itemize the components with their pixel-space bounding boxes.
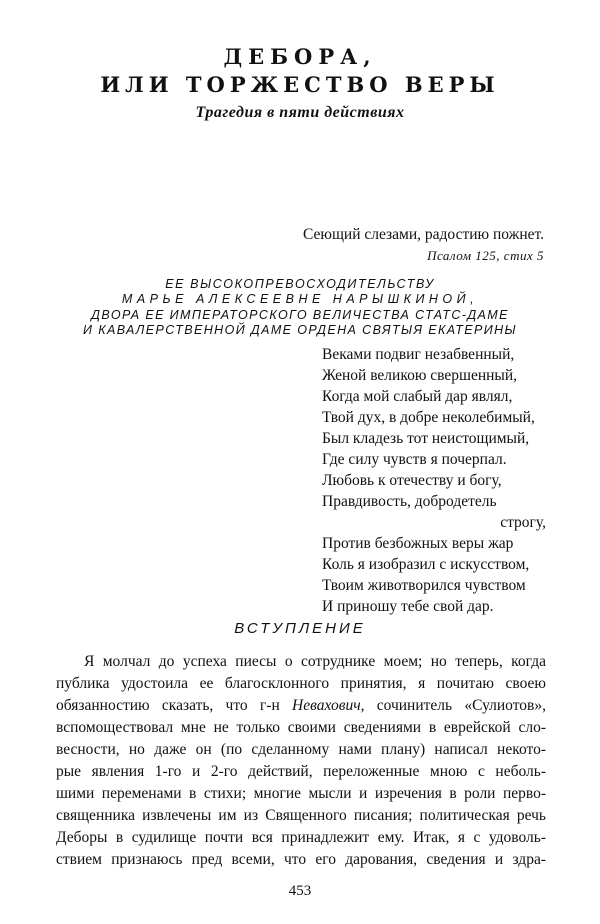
poem-line: Твоим животворился чувством bbox=[322, 577, 526, 594]
poem-line: Женой великою свершенный, bbox=[322, 367, 518, 384]
poem-line-continuation: строгу, bbox=[500, 514, 546, 531]
prose-line: рые явления 1-го и 2-го действий, переложенные мною с неболь- bbox=[56, 763, 546, 780]
poem-line: Правдивость, добродетель bbox=[322, 493, 497, 510]
prose-line: Я молчал до успеха пиесы о сотруднике моем; но теперь, когда bbox=[84, 653, 546, 670]
introduction-paragraph bbox=[56, 651, 546, 871]
poem-line: Любовь к отечеству и богу, bbox=[322, 472, 502, 489]
dedication-line-4: И КАВАЛЕРСТВЕННОЙ ДАМЕ ОРДЕНА СВЯТЫЯ ЕКАТЕРИНЫ bbox=[82, 323, 518, 337]
poem-line: Против безбожных веры жар bbox=[322, 535, 514, 552]
poem-line: Веками подвиг незабвенный, bbox=[322, 346, 515, 363]
prose-line-part: сочинитель «Сулиотов», bbox=[364, 697, 546, 714]
poem-line: Был кладезь тот неистощимый, bbox=[322, 430, 530, 447]
title-line-2: ИЛИ ТОРЖЕСТВО ВЕРЫ bbox=[100, 72, 500, 97]
dedication-line-2: МАРЬЕ АЛЕКСЕЕВНЕ НАРЫШКИНОЙ, bbox=[121, 292, 479, 306]
poem-line: Коль я изобразил с искусством, bbox=[322, 556, 530, 573]
subtitle: Трагедия в пяти действиях bbox=[195, 104, 405, 121]
author-name: Невахович, bbox=[292, 697, 365, 714]
prose-line: ствием признаюсь пред всеми, что его дарования, сведения и здра- bbox=[56, 851, 546, 868]
prose-line bbox=[56, 695, 546, 717]
page-number: 453 bbox=[288, 883, 312, 899]
prose-line: священника извлечены им из Священного писания; политическая речь bbox=[56, 807, 546, 824]
dedication-poem bbox=[322, 344, 546, 617]
poem-line: Где силу чувств я почерпал. bbox=[322, 451, 507, 468]
epigraph-source: Псалом 125, стих 5 bbox=[427, 248, 544, 263]
prose-line: публика удостоила ее благосклонного принятия, я почитаю своею bbox=[56, 675, 546, 692]
dedication-line-1: ЕЕ ВЫСОКОПРЕВОСХОДИТЕЛЬСТВУ bbox=[165, 277, 435, 291]
epigraph-text: Сеющий слезами, радостию пожнет. bbox=[302, 226, 544, 243]
title-line-1: ДЕБОРА, bbox=[223, 44, 377, 69]
prose-line: вспомоществовал мне не только своими сведениями в еврейской сло- bbox=[56, 719, 546, 736]
poem-line: И приношу тебе свой дар. bbox=[322, 598, 494, 615]
dedication-line-3: ДВОРА ЕЕ ИМПЕРАТОРСКОГО ВЕЛИЧЕСТВА СТАТС-ДАМЕ bbox=[91, 308, 509, 322]
prose-line: Деборы в судилище почти вся принадлежит ему. Итак, я с удоволь- bbox=[56, 829, 546, 846]
poem-line: Когда мой слабый дар являл, bbox=[322, 388, 513, 405]
poem-line: Твой дух, в добре неколебимый, bbox=[322, 409, 535, 426]
prose-line-part: обязанностию сказать, что г-н bbox=[56, 697, 293, 714]
section-title: ВСТУПЛЕНИЕ bbox=[234, 620, 366, 637]
prose-line: шими переменами в стихи; многие мысли и изречения в роли перво- bbox=[56, 785, 546, 802]
prose-line: весности, но даже он (по сделанному нами плану) написал некото- bbox=[56, 741, 546, 758]
